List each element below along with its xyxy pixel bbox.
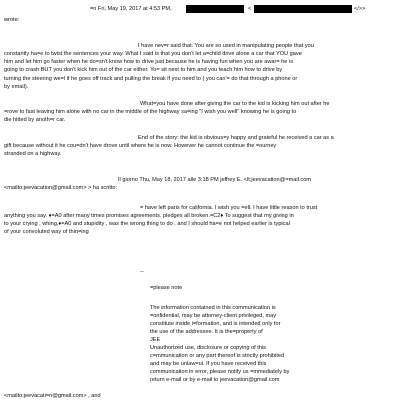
quote-body-line-3: to your crying , whing,♦=A0 and stupidity , was the wrong thing to do . and I should ha=e not helped earlier is typical xyxy=(4,221,290,227)
disclaimer-line-3: constitute inside i=formation, and is intended only for xyxy=(150,321,281,327)
quote-body-line-4: of your convoluted way of thin=ing xyxy=(4,229,89,235)
quote-header-line-2: <mailto:jeevacation@gmail.com> > ha scritto: xyxy=(4,185,118,191)
disclaimer-line-7: c=mmunication or any part thereof is strictly prohibited xyxy=(150,353,285,359)
disclaimer-line-5: JEE xyxy=(150,337,161,343)
signature-dashes: -- xyxy=(140,269,144,275)
para1-line-3: him and let him go faster when he do=sn't know how to drive just because he is having fun when you are awar= he is xyxy=(4,59,294,65)
disclaimer-line-4: the use of the addressee. It is the=property of xyxy=(150,329,263,335)
disclaimer-line-11: <mailto:jeevacati=n@gmail.com> , and xyxy=(4,393,101,399)
quote-header-line-1: Il giorno Thu, May 18, 2017 alle 3:18 PM jeffrey E. <lt;jeevacation@=mail.com xyxy=(118,177,311,183)
quote-body-line-2: anything you say. ♦=A0 after many times promises agreements. pledges all broken.=C2♦ To suggest that my giving in xyxy=(4,213,294,219)
header-gt: </>> xyxy=(354,6,366,12)
disclaimer-line-6: Unauthorized use, disclosure or copying of this xyxy=(150,345,266,351)
disclaimer-line-9: communication in error, please notify us =mmediately by xyxy=(150,369,290,375)
signature-note: =please note xyxy=(150,285,183,291)
header-wrote: wrote: xyxy=(4,17,20,23)
para2-line-2: =rove to fast leaving him alone with no car in the middle of the highway sa=ing "I wish you well" knowing he is going to xyxy=(4,109,297,115)
para3-line-1: End of the story: the kid is obvious=y happy and grateful he received a car as a xyxy=(138,135,334,141)
para1-line-5: turning the steering we=l if he goes off track and pulling the break if you need to ( you can'= do that through a phone or xyxy=(4,76,298,82)
para1-line-4: going to crash BUT you don't kick him out of the car either. Yo= sit next to him and you teach him how to drive by xyxy=(4,67,283,73)
quote-body-line-1: = have left paris for california. I wish you =ell. I have little reason to trust xyxy=(140,205,318,211)
redaction-bar xyxy=(254,5,352,13)
para1-line-2: constantly ha=e to twist the sentences your way. What I said is that you don't let a=child drive alone a car that YOU gave xyxy=(4,51,302,57)
para3-line-2: gift because without it he cou=dn't have drove until where he is now. However he cannot continue the =ourney xyxy=(4,143,277,149)
disclaimer-line-1: The information contained in this communication is xyxy=(150,305,276,311)
header-date: =n Fri, May 19, 2017 at 4:53 PM, xyxy=(90,6,172,12)
redaction-bar xyxy=(186,5,244,13)
header-lt: < xyxy=(248,6,252,12)
disclaimer-line-10: return e-mail or by e-mail to jeevacation@gmail.com xyxy=(150,377,280,383)
para1-line-1: I have nev=r said that. You are so used in manipulating people that you xyxy=(138,43,314,49)
para2-line-3: die hitted by anoth=r car. xyxy=(4,117,66,123)
para1-line-6: by email). xyxy=(4,84,29,90)
disclaimer-line-8: and may be unlaw=ul. If you have received this xyxy=(150,361,267,367)
para2-line-1: What=you have done after giving the car to the kid is kicking him out after he xyxy=(140,101,330,107)
para3-line-3: stranded on a highway. xyxy=(4,151,62,157)
disclaimer-line-2: =onfidential, may be attorney-client privileged, may xyxy=(150,313,277,319)
